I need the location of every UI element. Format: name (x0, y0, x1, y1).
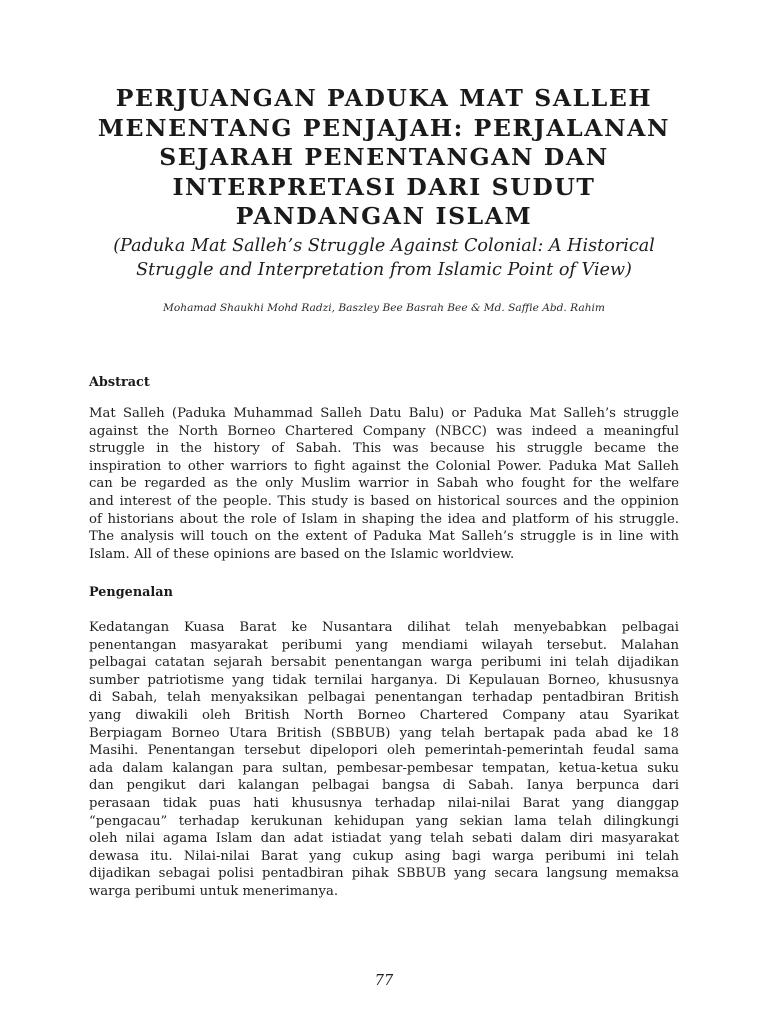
abstract-line: and interest of the people. This study is based on historical sources and the oppinion (89, 493, 679, 509)
title-line: PERJUANGAN PADUKA MAT SALLEH (115, 84, 653, 112)
pengenalan-line: pelbagai catatan sejarah bersabit penentangan warga peribumi ini telah dijadikan (89, 655, 679, 671)
paper-title (90, 84, 678, 232)
abstract-line: Islam. All of these opinions are based on the Islamic worldview. (89, 546, 515, 562)
pengenalan-line: Kedatangan Kuasa Barat ke Nusantara dilihat telah menyebabkan pelbagai (89, 620, 679, 635)
pengenalan-line: penentangan masyarakat peribumi yang mendiami wilayah tersebut. Malahan (89, 637, 679, 653)
pengenalan-line: di Sabah, telah menyaksikan pelbagai penentangan terhadap pentadbiran British (89, 690, 679, 706)
title-line: PANDANGAN ISLAM (235, 202, 533, 230)
pengenalan-line: dewasa itu. Nilai-nilai Barat yang cukup asing bagi warga peribumi ini telah (89, 848, 679, 864)
subtitle-line: Struggle and Interpretation from Islamic Point of View) (136, 260, 632, 280)
abstract-line: of historians about the role of Islam in shaping the idea and platform of his struggle. (89, 511, 679, 527)
pengenalan-line: dijadikan sebagai polisi pentadbiran pihak SBBUB yang secara langsung memaksa (89, 866, 679, 882)
abstract-line: The analysis will touch on the extent of Paduka Mat Salleh’s struggle is in line with (89, 529, 679, 545)
abstract-line: struggle in the history of Sabah. This was because his struggle became the (89, 441, 679, 457)
subtitle-line: (Paduka Mat Salleh’s Struggle Against Colonial: A Historical (113, 236, 655, 256)
pengenalan-line: perasaan tidak puas hati khususnya terhadap nilai-nilai Barat yang dianggap (89, 795, 679, 811)
title-line: MENENTANG PENJAJAH: PERJALANAN (97, 113, 671, 142)
pengenalan-body (89, 619, 679, 901)
pengenalan-line: “pengacau” terhadap kerukunan kehidupan yang sekian lama telah dilingkungi (89, 813, 679, 829)
author-list: Mohamad Shaukhi Mohd Radzi, Baszley Bee Basrah Bee & Md. Saffie Abd. Rahim (163, 302, 605, 314)
pengenalan-line: sumber patriotisme yang tidak ternilai harganya. Di Kepulauan Borneo, khususnya (89, 672, 679, 688)
abstract-line: inspiration to other warriors to fight against the Colonial Power. Paduka Mat Salleh (89, 458, 679, 474)
abstract-body (89, 405, 679, 563)
title-line: INTERPRETASI DARI SUDUT (172, 172, 596, 201)
pengenalan-line: yang diwakili oleh British North Borneo Chartered Company atau Syarikat (89, 707, 679, 723)
pengenalan-heading: Pengenalan (89, 585, 173, 600)
abstract-line: can be regarded as the only Muslim warrior in Sabah who fought for the welfare (89, 476, 679, 492)
pengenalan-line: warga peribumi untuk menerimanya. (89, 883, 339, 899)
pengenalan-line: ada dalam kalangan para sultan, pembesar-pembesar tempatan, ketua-ketua suku (89, 760, 679, 776)
abstract-line: Mat Salleh (Paduka Muhammad Salleh Datu Balu) or Paduka Mat Salleh’s struggle (89, 406, 679, 421)
abstract-line: against the North Borneo Chartered Company (NBCC) was indeed a meaningful (89, 423, 679, 439)
title-line: SEJARAH PENENTANGAN DAN (159, 143, 609, 171)
pengenalan-line: oleh nilai agama Islam dan adat istiadat yang telah sebati dalam diri masyarakat (89, 831, 679, 847)
pengenalan-line: dan pengikut dari kalangan pelbagai bangsa di Sabah. Ianya berpunca dari (89, 778, 679, 794)
pengenalan-line: Masihi. Penentangan tersebut dipelopori oleh pemerintah-pemerintah feudal sama (89, 743, 679, 759)
abstract-heading: Abstract (89, 375, 150, 390)
page-number: 77 (374, 973, 394, 989)
paper-subtitle (70, 234, 698, 282)
pengenalan-line: Berpiagam Borneo Utara British (SBBUB) yang telah bertapak pada abad ke 18 (89, 725, 679, 741)
